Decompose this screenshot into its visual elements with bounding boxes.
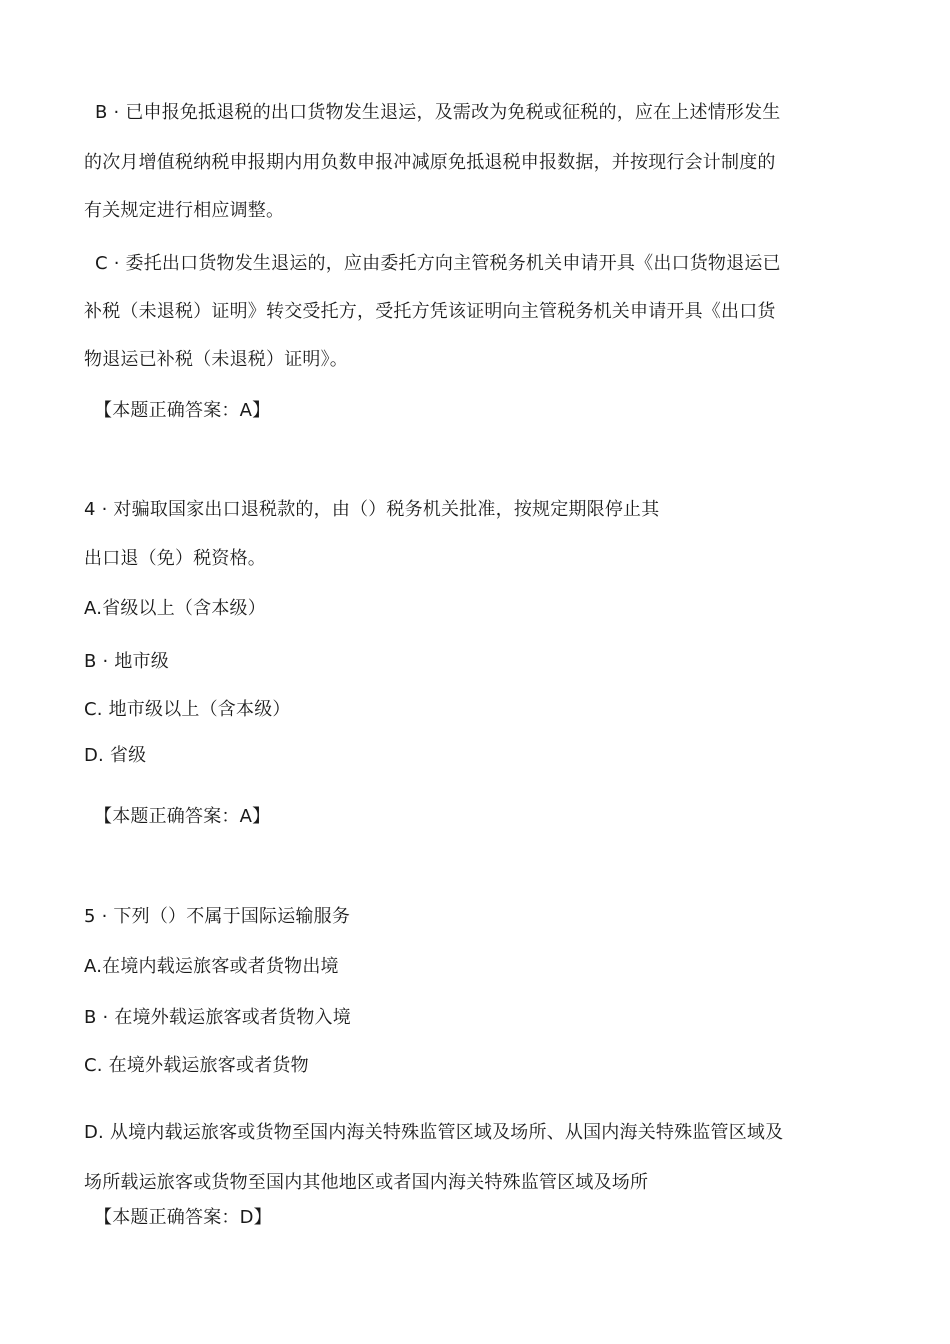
q4-stem-line-2: 出口退（免）税资格。	[84, 548, 266, 569]
q4-option-b: B · 地市级	[84, 651, 169, 672]
q4-answer: 【本题正确答案：A】	[94, 806, 271, 827]
q3-option-c-line-1: C · 委托出口货物发生退运的，应由委托方向主管税务机关申请开具《出口货物退运已	[95, 253, 781, 274]
q4-option-d: D. 省级	[84, 745, 147, 766]
q5-option-c: C. 在境外载运旅客或者货物	[84, 1055, 309, 1076]
q3-answer: 【本题正确答案：A】	[94, 400, 271, 421]
q3-option-c-line-3: 物退运已补税（未退税）证明》。	[84, 349, 348, 370]
q3-option-b-line-2: 的次月增值税纳税申报期内用负数申报冲减原免抵退税申报数据，并按现行会计制度的	[84, 152, 776, 173]
q4-option-c: C. 地市级以上（含本级）	[84, 699, 291, 720]
q4-stem-line-1: 4 · 对骗取国家出口退税款的，由（）税务机关批准，按规定期限停止其	[84, 499, 660, 520]
q3-option-b-line-1: B · 已申报免抵退税的出口货物发生退运，及需改为免税或征税的，应在上述情形发生	[95, 102, 781, 123]
q5-option-d-line-2: 场所载运旅客或货物至国内其他地区或者国内海关特殊监管区域及场所	[84, 1172, 649, 1193]
q3-option-c-line-2: 补税（未退税）证明》转交受托方，受托方凭该证明向主管税务机关申请开具《出口货	[84, 301, 776, 322]
q5-stem: 5 · 下列（）不属于国际运输服务	[84, 906, 351, 927]
q5-option-b: B · 在境外载运旅客或者货物入境	[84, 1007, 351, 1028]
q5-option-a: A.在境内载运旅客或者货物出境	[84, 956, 339, 977]
q5-option-d-line-1: D. 从境内载运旅客或货物至国内海关特殊监管区域及场所、从国内海关特殊监管区域及	[84, 1122, 784, 1143]
q5-answer: 【本题正确答案：D】	[94, 1207, 272, 1228]
q4-option-a: A.省级以上（含本级）	[84, 598, 266, 619]
q3-option-b-line-3: 有关规定进行相应调整。	[84, 200, 285, 221]
